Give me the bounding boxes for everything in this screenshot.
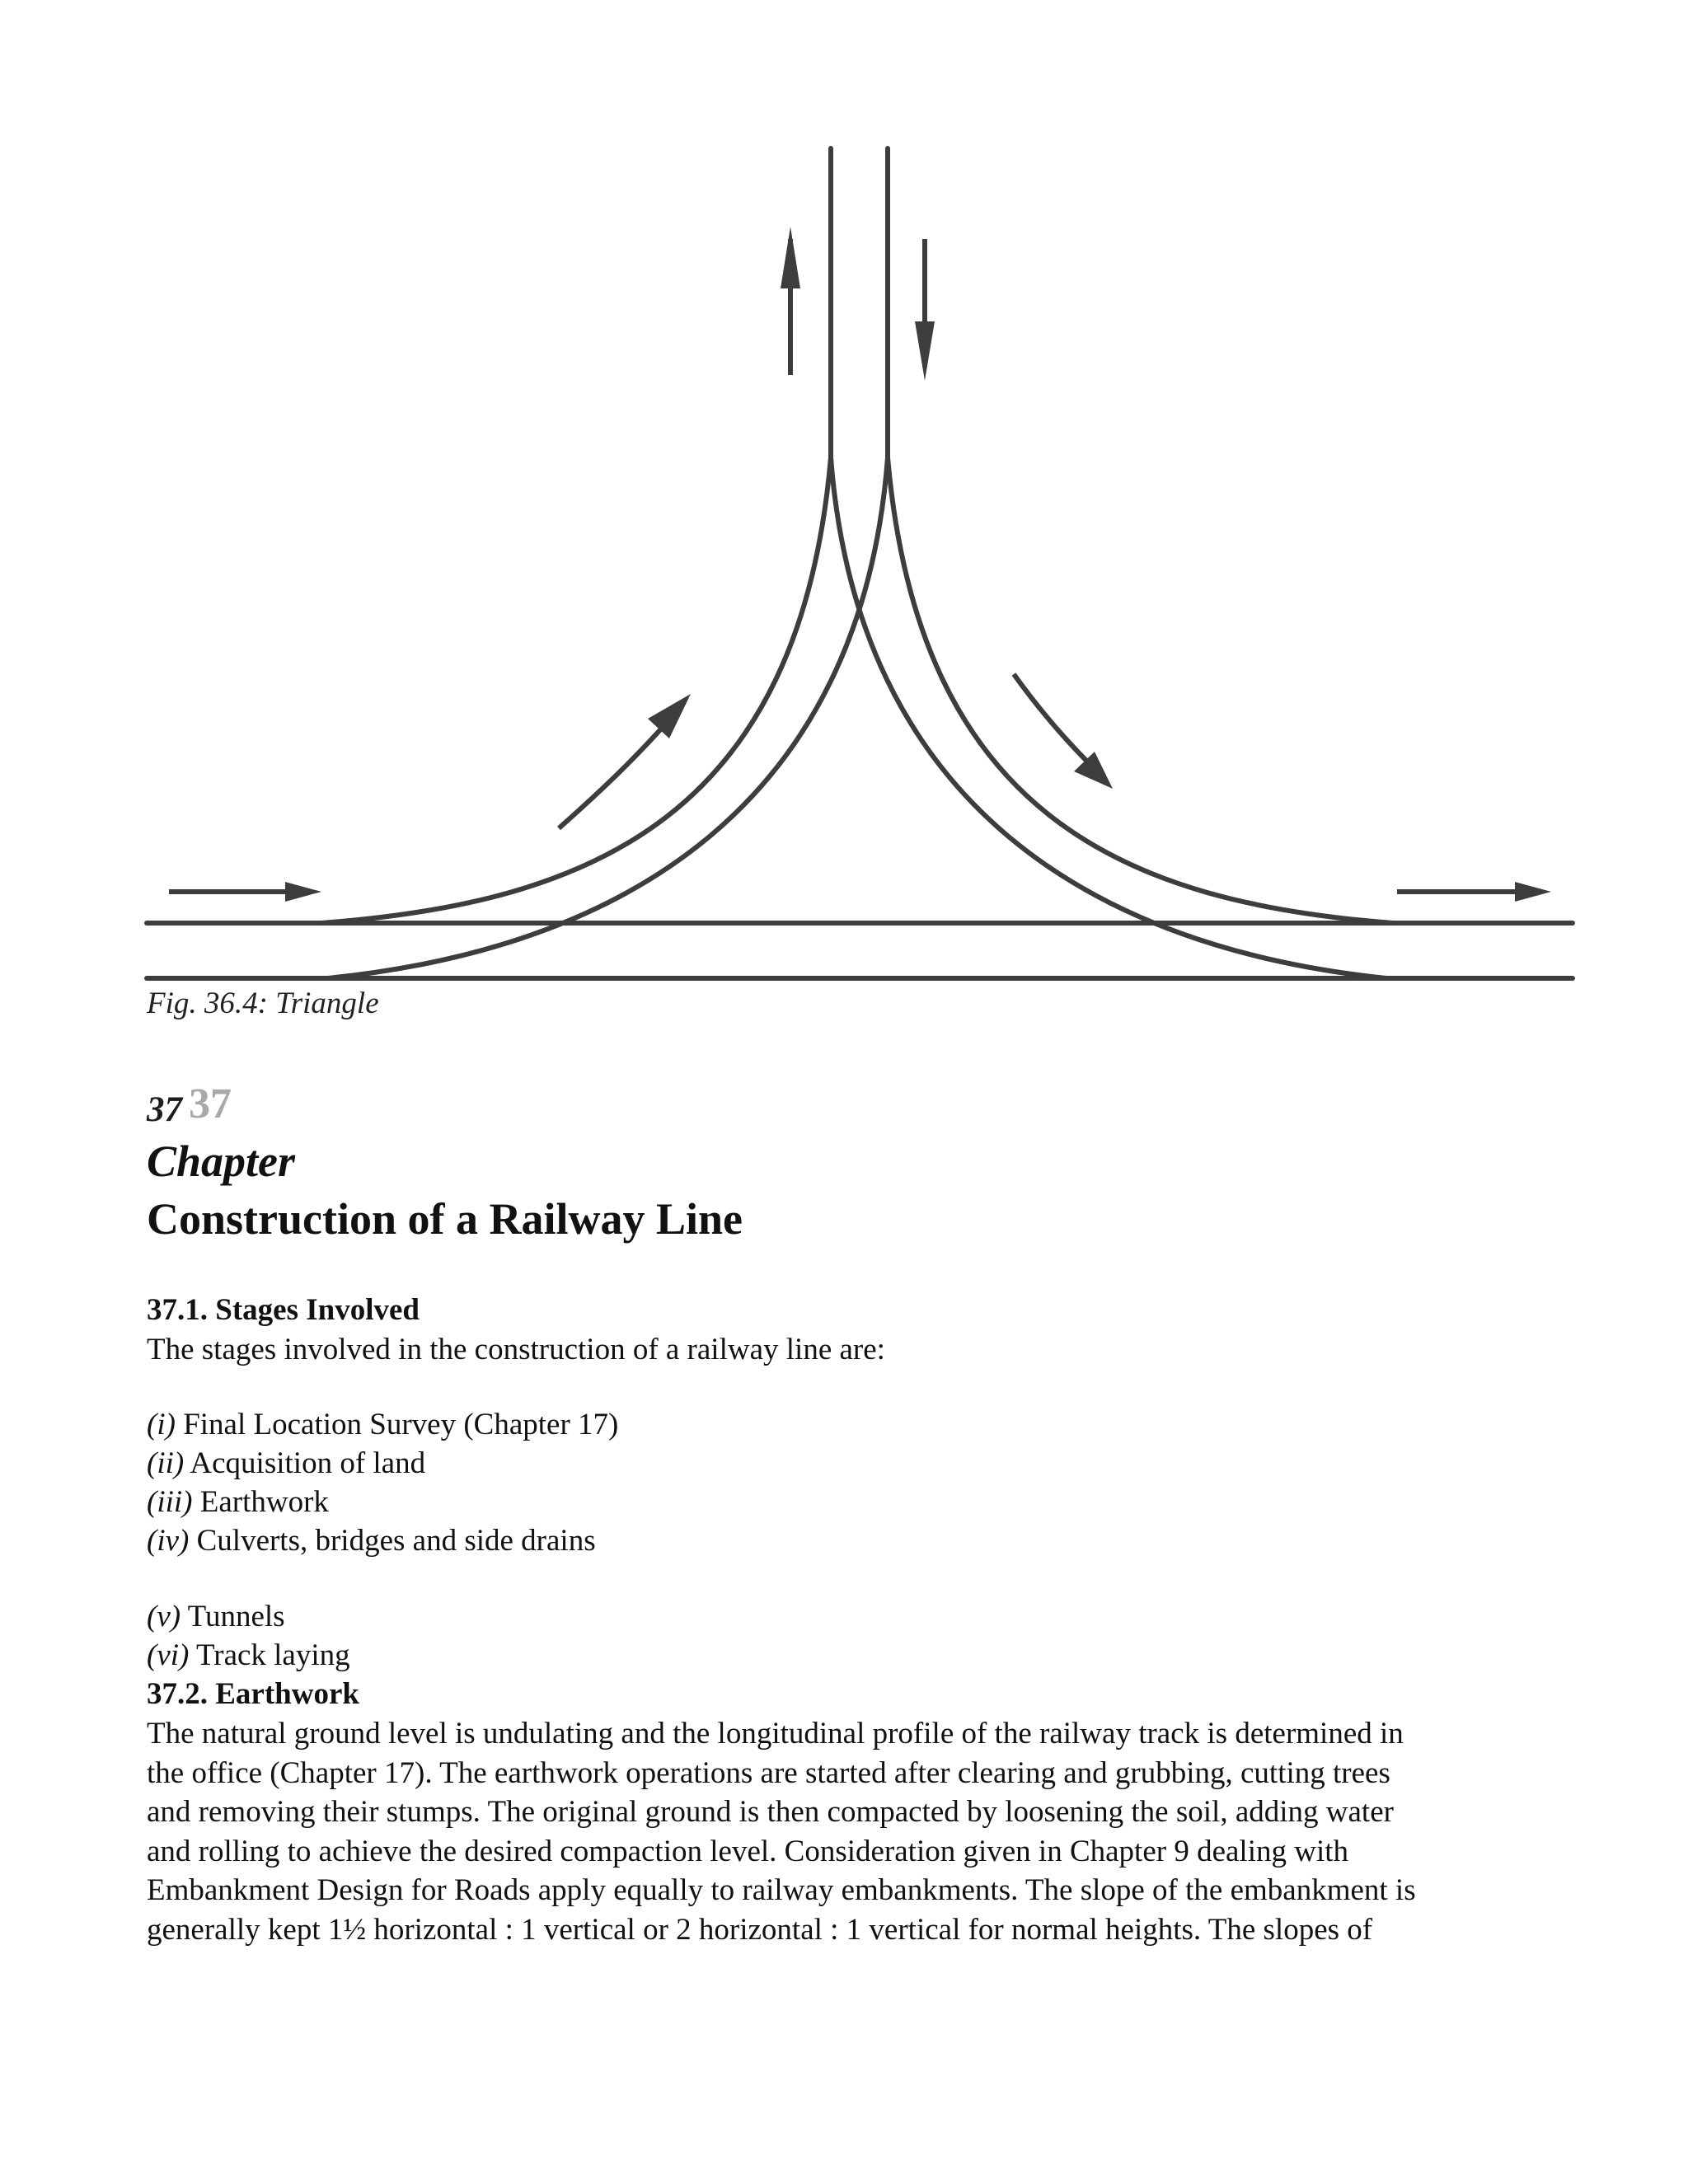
section-heading-stages: 37.1. Stages Involved — [147, 1293, 420, 1327]
stage-item: (ii) Acquisition of land — [147, 1446, 426, 1480]
left-curve-outer — [321, 457, 831, 923]
stage-item: (v) Tunnels — [147, 1600, 285, 1633]
arrow-right-incoming — [169, 882, 321, 902]
right-curve-inner — [831, 457, 1386, 978]
arrow-up — [781, 227, 800, 375]
paragraph-line: and rolling to achieve the desired compaction level. Consideration given in Chapter 9 dealing with — [147, 1834, 1349, 1868]
arrow-curve-up — [559, 694, 691, 828]
earthwork-paragraph — [147, 1714, 1416, 1949]
chapter-title: Construction of a Railway Line — [147, 1194, 743, 1244]
chapter-number — [147, 1080, 232, 1130]
arrow-down — [915, 239, 935, 381]
paragraph-line: Embankment Design for Roads apply equally to railway embankments. The slope of the embankment is — [147, 1873, 1416, 1907]
section-heading-earthwork: 37.2. Earthwork — [147, 1677, 359, 1711]
stage-item: (iv) Culverts, bridges and side drains — [147, 1524, 596, 1558]
paragraph-line: the office (Chapter 17). The earthwork operations are started after clearing and grubbing, cutting trees — [147, 1755, 1390, 1790]
chapter-number-ghost: 37 — [189, 1080, 232, 1127]
paragraph-line: and removing their stumps. The original ground is then compacted by loosening the soil, adding water — [147, 1795, 1394, 1829]
paragraph-line: The natural ground level is undulating and the longitudinal profile of the railway track is determined in — [147, 1717, 1404, 1750]
arrow-curve-down — [1014, 674, 1113, 789]
left-curve-inner — [328, 457, 888, 978]
stage-item: (iii) Earthwork — [147, 1485, 329, 1519]
paragraph-line: generally kept 1½ horizontal : 1 vertical or 2 horizontal : 1 vertical for normal heights. The slopes of — [147, 1912, 1373, 1947]
stage-item: (i) Final Location Survey (Chapter 17) — [147, 1408, 619, 1441]
figure-caption: Fig. 36.4: Triangle — [147, 987, 379, 1020]
right-curve-outer — [888, 457, 1393, 923]
arrow-right-outgoing — [1397, 882, 1551, 902]
stage-item: (vi) Track laying — [147, 1638, 350, 1672]
chapter-number-italic: 37 — [147, 1090, 182, 1129]
triangle-diagram — [132, 132, 1582, 1005]
section-intro: The stages involved in the construction of a railway line are: — [147, 1333, 885, 1366]
chapter-label: Chapter — [147, 1137, 296, 1186]
